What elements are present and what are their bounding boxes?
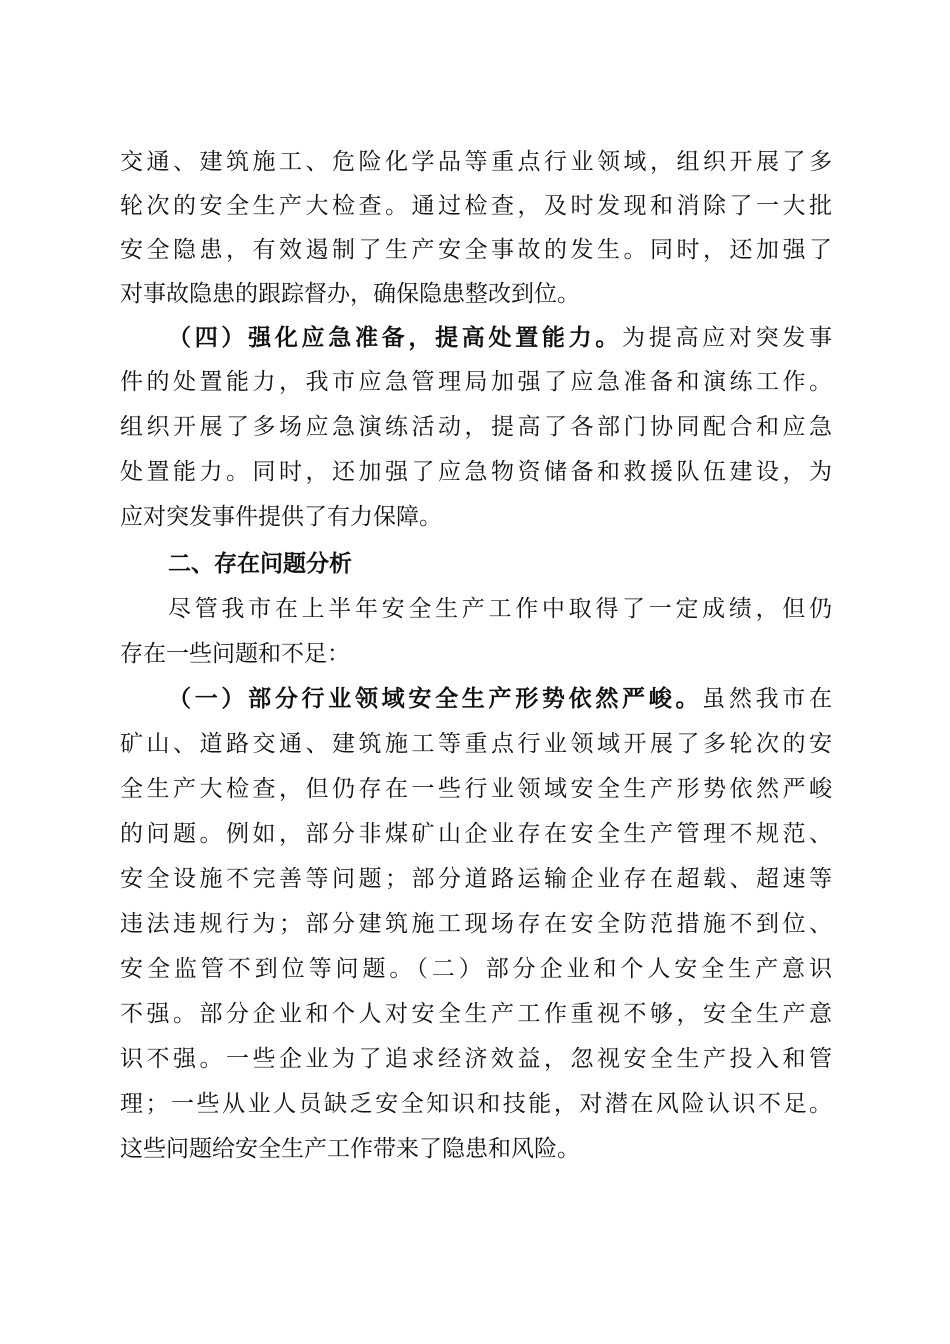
paragraph-line: 违法违规行为；部分建筑施工现场存在安全防范措施不到位、 [120,911,832,937]
paragraph-line: 件的处置能力，我市应急管理局加强了应急准备和演练工作。 [120,369,832,395]
paragraph-bold-lead: （四）强化应急准备，提高处置能力。 [168,325,623,351]
paragraph-line: 应对突发事件提供了有力保障。 [120,504,442,530]
paragraph-line: 这些问题给安全生产工作带来了隐患和风险。 [120,1136,580,1162]
paragraph-line: 全生产大检查，但仍存在一些行业领域安全生产形势依然严峻 [120,776,832,802]
paragraph-lead-rest: 虽然我市在 [702,686,833,712]
paragraph-line: 不强。部分企业和个人对安全生产工作重视不够，安全生产意 [120,1001,832,1027]
paragraph-lead-line [168,316,832,360]
paragraph-line: 矿山、道路交通、建筑施工等重点行业领域开展了多轮次的安 [120,731,832,757]
paragraph-line: 安全隐患，有效遏制了生产安全事故的发生。同时，还加强了 [120,237,832,263]
paragraph-line: 识不强。一些企业为了追求经济效益，忽视安全生产投入和管 [120,1046,832,1072]
paragraph-line: 尽管我市在上半年安全生产工作中取得了一定成绩，但仍 [168,596,832,622]
paragraph-lead-line [168,677,832,721]
paragraph-line: 组织开展了多场应急演练活动，提高了各部门协同配合和应急 [120,414,832,440]
paragraph-bold-lead: （一）部分行业领域安全生产形势依然严峻。 [168,686,703,712]
paragraph-line: 轮次的安全生产大检查。通过检查，及时发现和消除了一大批 [120,193,832,219]
paragraph-line: 安全监管不到位等问题。（二）部分企业和个人安全生产意识 [120,956,832,982]
paragraph-line: 对事故隐患的跟踪督办，确保隐患整改到位。 [120,281,580,307]
paragraph-line: 理；一些从业人员缺乏安全知识和技能，对潜在风险认识不足。 [120,1091,832,1117]
paragraph-line: 处置能力。同时，还加强了应急物资储备和救援队伍建设，为 [120,459,832,485]
paragraph-line: 的问题。例如，部分非煤矿山企业存在安全生产管理不规范、 [120,821,832,847]
paragraph-lead-rest: 为提高应对突发事 [622,325,833,351]
section-heading: 二、存在问题分析 [168,551,352,577]
paragraph-line: 交通、建筑施工、危险化学品等重点行业领域，组织开展了多 [120,149,832,175]
paragraph-line: 存在一些问题和不足： [120,641,350,667]
paragraph-line: 安全设施不完善等问题；部分道路运输企业存在超载、超速等 [120,866,832,892]
